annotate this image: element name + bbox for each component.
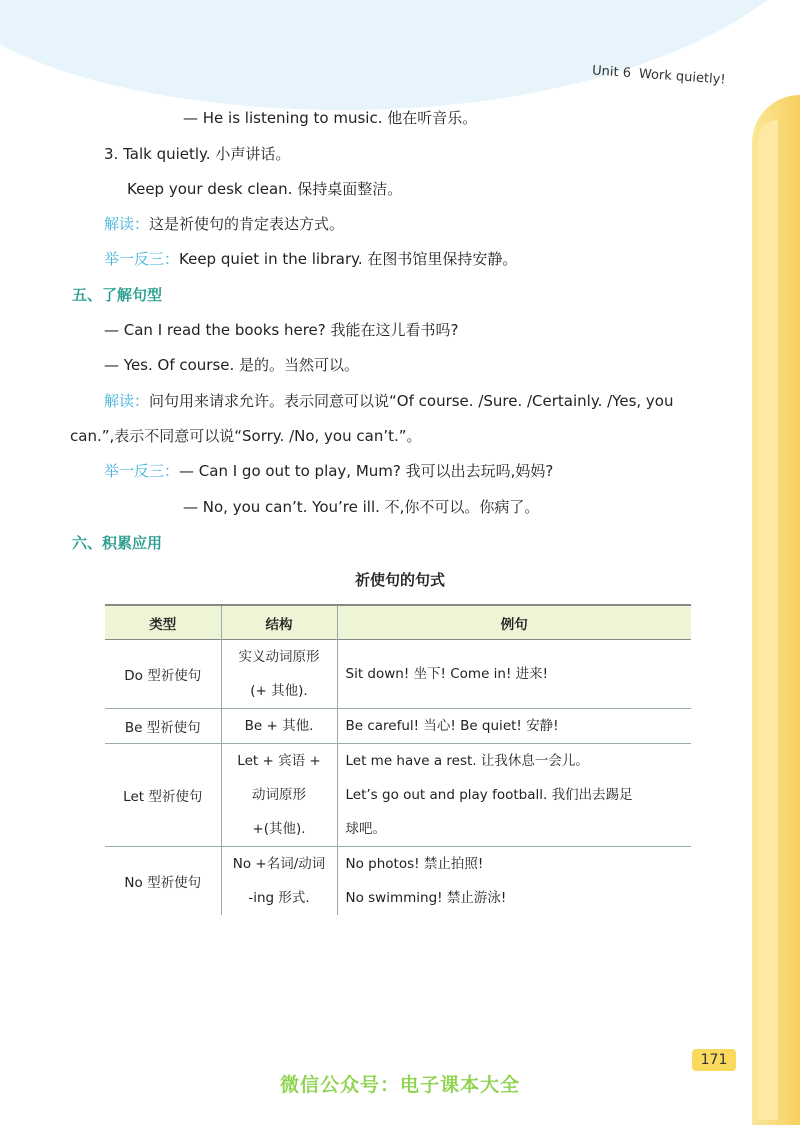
top-wave-decoration <box>0 0 800 110</box>
explain-label: 解读： <box>104 392 150 410</box>
row-structure: No +名词/动词 -ing 形式. <box>221 847 337 916</box>
header-type: 类型 <box>105 605 221 640</box>
practice-label: 举一反三： <box>104 462 180 480</box>
text-line: 3. Talk quietly. 小声讲话。 <box>104 145 291 163</box>
table-row <box>105 709 691 744</box>
row-example: Let me have a rest. 让我休息一会儿。 Let’s go out and play football. 我们出去踢足 球吧。 <box>345 753 633 837</box>
text-line: — He is listening to music. 他在听音乐。 <box>183 109 478 127</box>
text-line: — No, you can’t. You’re ill. 不,你不可以。你病了。 <box>183 498 540 516</box>
practice-text: — Can I go out to play, Mum? 我可以出去玩吗,妈妈? <box>179 462 554 480</box>
table-row <box>105 640 691 709</box>
row-structure: 实义动词原形 (+ 其他). <box>221 640 337 709</box>
text-line: can.”,表示不同意可以说“Sorry. /No, you can’t.”。 <box>70 427 422 445</box>
table-header-row <box>105 605 691 640</box>
table-row <box>105 847 691 916</box>
row-type: Let 型祈使句 <box>105 744 221 847</box>
section-heading: 六、积累应用 <box>72 534 163 552</box>
practice-label: 举一反三： <box>104 250 180 268</box>
explain-text: 问句用来请求允许。表示同意可以说“Of course. /Sure. /Certainly. /Yes, you <box>149 392 674 410</box>
page-header <box>592 63 726 87</box>
sentence-pattern-table <box>105 604 691 915</box>
row-structure: Be + 其他. <box>221 709 337 744</box>
row-example: Be careful! 当心! Be quiet! 安静! <box>345 718 559 734</box>
text-line <box>104 391 673 411</box>
row-structure: Let + 宾语 + 动词原形 +(其他). <box>221 744 337 847</box>
row-example: No photos! 禁止拍照! No swimming! 禁止游泳! <box>345 856 507 906</box>
text-line: Keep your desk clean. 保持桌面整洁。 <box>127 180 403 198</box>
unit-label: Unit 6 <box>591 63 632 82</box>
header-structure: 结构 <box>221 605 337 640</box>
section-heading: 五、了解句型 <box>72 286 163 304</box>
row-type: Be 型祈使句 <box>105 709 221 744</box>
practice-text: Keep quiet in the library. 在图书馆里保持安静。 <box>179 250 518 268</box>
row-type: No 型祈使句 <box>105 847 221 916</box>
header-example: 例句 <box>337 605 691 640</box>
text-line: — Can I read the books here? 我能在这儿看书吗? <box>104 321 459 339</box>
right-edge-decoration-inner <box>758 120 778 1120</box>
text-line <box>104 214 344 234</box>
table-title: 祈使句的句式 <box>354 571 445 589</box>
explain-text: 这是祈使句的肯定表达方式。 <box>149 215 345 233</box>
explain-label: 解读： <box>104 215 150 233</box>
unit-title: Work quietly! <box>638 66 727 88</box>
table-row <box>105 744 691 847</box>
row-example: Sit down! 坐下! Come in! 进来! <box>345 666 549 682</box>
text-line <box>104 461 553 481</box>
text-line: — Yes. Of course. 是的。当然可以。 <box>104 356 360 374</box>
row-type: Do 型祈使句 <box>105 640 221 709</box>
watermark: 微信公众号：电子课本大全 <box>279 1074 520 1096</box>
page-number: 171 <box>692 1049 736 1071</box>
text-line <box>104 249 517 269</box>
